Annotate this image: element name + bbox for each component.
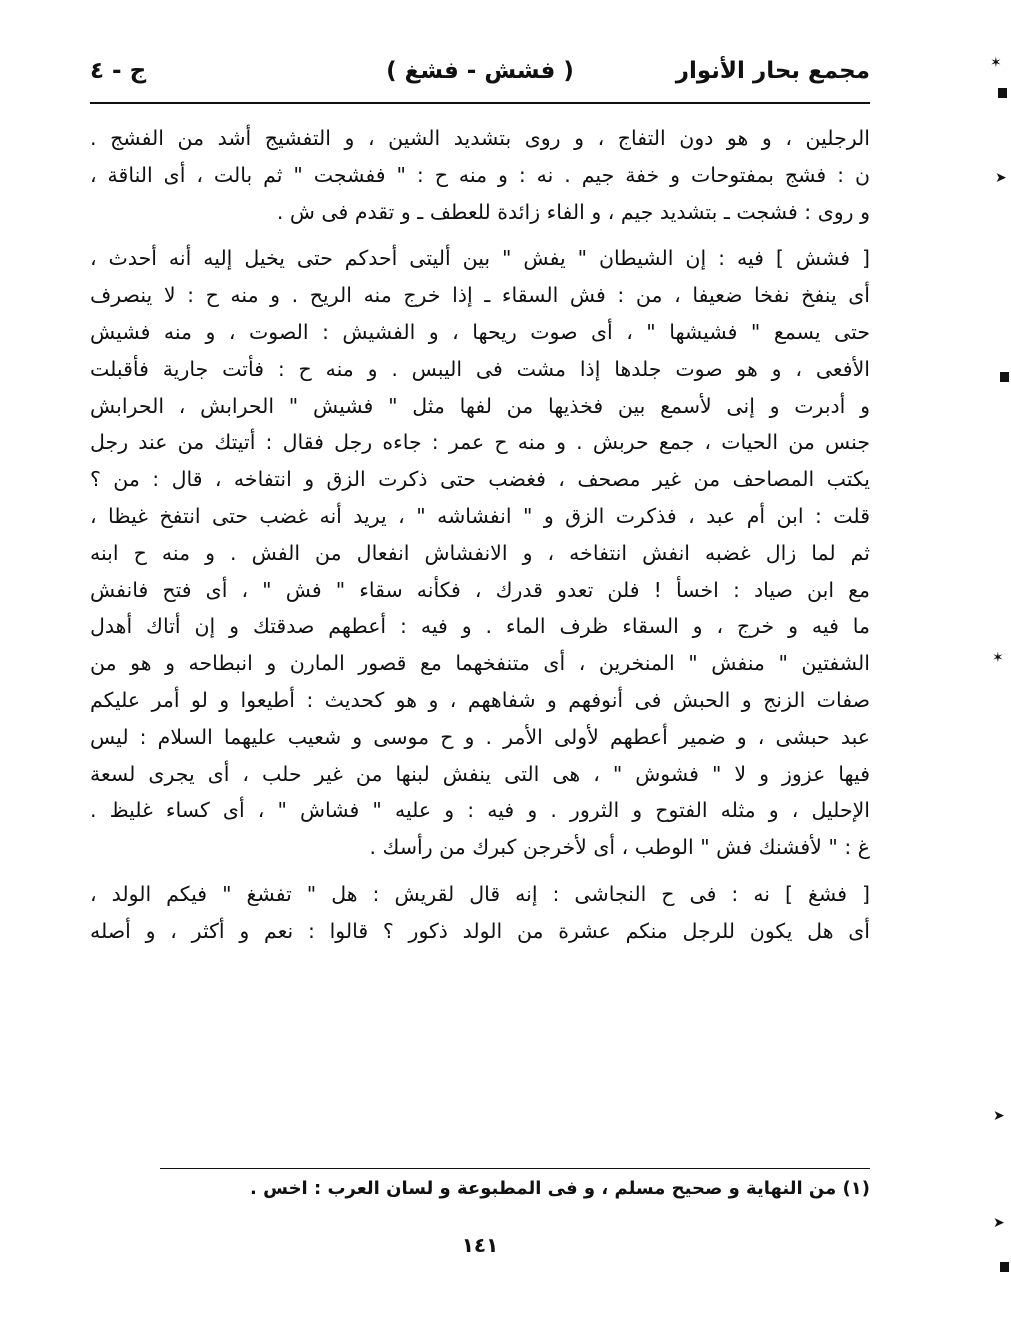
text-line: فيها عزوز و لا " فشوش " ، هى التى ينفش لبنها من غير حلب ، أى يجرى لسعة	[90, 761, 870, 786]
text-line: الشفتين " منفش " المنخرين ، أى متنفخهما مع قصور المارن و انبطاحه و هو من	[90, 651, 870, 676]
text-line: صفات الزنج و الحبش فى أنوفهم و شفاههم ، و هو كحديث : أطيعوا و لو أمر عليكم	[90, 687, 870, 712]
page	[90, 48, 870, 1288]
text-line: قلت : ابن أم عبد ، فذكرت الزق و " انفشاشه " ، يريد أنه غضب حتى انتفخ غيظا ،	[90, 503, 870, 528]
paragraph-gap	[90, 866, 870, 876]
margin-arrow-icon: ➤	[993, 1108, 1005, 1124]
margin-square-icon	[998, 88, 1007, 98]
text-line: أى ينفخ نفخا ضعيفا ، من : فش السقاء ـ إذا خرج منه الريح . و منه ح : لا ينصرف	[90, 283, 870, 308]
header-book-title: مجمع بحار الأنوار	[675, 58, 870, 84]
text-line: أى هل يكون للرجل منكم عشرة من الولد ذكور ؟ قالوا : نعم و أكثر ، و أصله	[90, 918, 870, 943]
margin-square-icon	[1000, 372, 1009, 382]
header-rule	[90, 102, 870, 104]
margin-arrow-icon: ➤	[995, 170, 1007, 186]
text-line: الرجلين ، و هو دون التفاج ، و روى بتشديد الشين ، و التفشيج أشد من الفشج .	[90, 126, 870, 150]
margin-star-icon: ✶	[992, 650, 1004, 666]
text-line: [ فشش ] فيه : إن الشيطان " يفش " بين أليتى أحدكم حتى يخيل إليه أنه أحدث ،	[90, 246, 870, 271]
text-line: جنس من الحيات ، جمع حربش . و منه ح عمر : جاءه رجل فقال : أتيتك من عند رجل	[90, 430, 870, 455]
margin-star-icon: ✶	[990, 55, 1002, 71]
text-line: ن : فشج بمفتوحات و خفة جيم . نه : و منه ح : " ففشجت " ثم بالت ، أى الناقة ،	[90, 162, 870, 187]
footnote-rule	[160, 1168, 870, 1169]
text-line: مع ابن صياد : اخسأ ! فلن تعدو قدرك ، فكأنه سقاء " فش " ، أى فتح فانفش	[90, 577, 870, 602]
footnote: (١) من النهاية و صحيح مسلم ، و فى المطبوعة و لسان العرب : اخس .	[250, 1178, 870, 1199]
text-line: ما فيه و خرج ، و السقاء ظرف الماء . و فيه : أعطهم صدقتك و إن أتاك أهدل	[90, 614, 870, 639]
text-line: غ : " لأفشنك فش " الوطب ، أى لأخرجن كبرك من رأسك .	[369, 835, 870, 860]
text-line: يكتب المصاحف من غير مصحف ، فغضب حتى ذكرت الزق و انتفاخه ، قال : من ؟	[90, 467, 870, 492]
text-line: و روى : فشجت ـ بتشديد جيم ، و الفاء زائدة للعطف ـ و تقدم فى ش .	[276, 199, 870, 224]
text-line: الإحليل ، و مثله الفتوح و الثرور . و فيه : و عليه " فشاش " ، أى كساء غليظ .	[90, 798, 870, 823]
text-line: عبد حبشى ، و ضمير أعطهم لأولى الأمر . و ح موسى و شعيب عليهما السلام : ليس	[90, 724, 870, 749]
text-line: [ فشغ ] نه : فى ح النجاشى : إنه قال لقريش : هل " تفشغ " فيكم الولد ،	[90, 881, 870, 906]
running-header	[90, 48, 870, 98]
text-line: الأفعى ، و هو صوت جلدها إذا مشت فى اليبس . و منه ح : فأتت جارية فأقبلت	[90, 356, 870, 381]
header-section: ( فشش - فشغ )	[386, 58, 574, 84]
text-line: حتى يسمع " فشيشها " ، أى صوت ريحها ، و الفشيش : الصوت ، و منه فشيش	[90, 319, 870, 344]
text-line: و أدبرت و إنى لأسمع بين فخذيها من لفها مثل " فشيش " الحرابش ، الحرابش	[90, 393, 870, 418]
header-volume: ج - ٤	[90, 58, 147, 84]
margin-arrow-icon: ➤	[993, 1215, 1005, 1231]
margin-square-icon	[1000, 1262, 1009, 1272]
text-line: ثم لما زال غضبه انفش انتفاخه ، و الانفشاش انفعال من الفش . و منه ح ابنه	[90, 540, 870, 565]
page-number: ١٤١	[461, 1233, 499, 1257]
paragraph-gap	[90, 230, 870, 240]
main-text	[90, 120, 870, 950]
